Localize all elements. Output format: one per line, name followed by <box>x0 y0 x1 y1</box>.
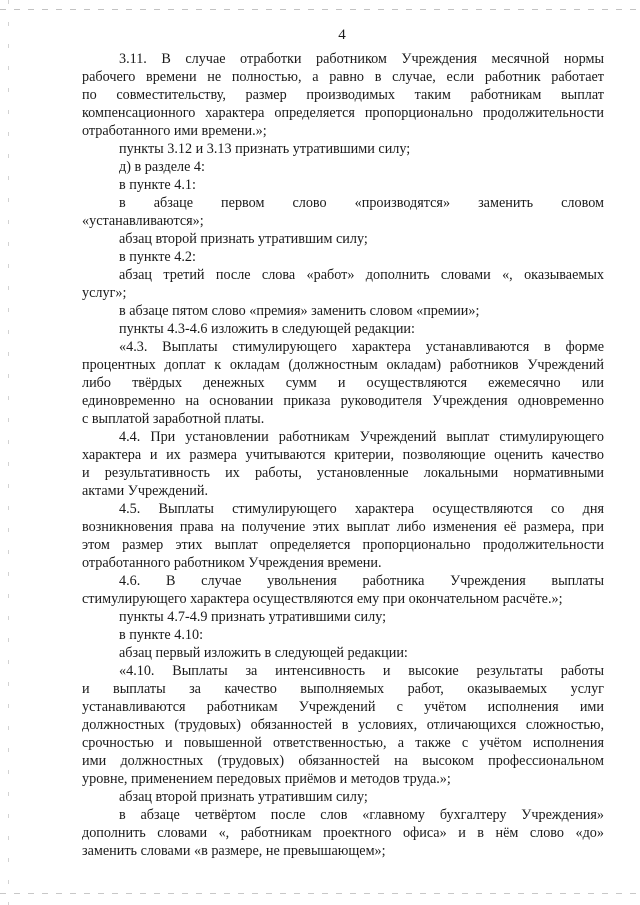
text-line: и выплаты за качество выполняемых работ, оказываемых услуг <box>82 681 604 697</box>
text-line: 4.4. При установлении работникам Учреждений выплат стимулирующего <box>119 429 604 445</box>
text-line: единовременно на основании приказа руководителя Учреждения одновременно <box>82 393 604 409</box>
scan-edge-left <box>8 0 9 905</box>
text-line: 3.11. В случае отработки работником Учреждения месячной нормы <box>119 51 604 67</box>
text-line: с выплатой заработной платы. <box>82 411 265 427</box>
text-line: срочностью и повышенной ответственностью, а также с учётом исполнения <box>82 735 604 751</box>
text-line: устанавливаются работникам Учреждений с учётом исполнения ими <box>82 699 604 715</box>
text-line: «4.10. Выплаты за интенсивность и высокие результаты работы <box>119 663 604 679</box>
text-line: актами Учреждений. <box>82 483 209 499</box>
document-body <box>82 50 604 860</box>
text-line: 4.5. Выплаты стимулирующего характера осуществляются со дня <box>119 501 604 517</box>
text-line: пункты 4.3-4.6 изложить в следующей редакции: <box>119 321 415 337</box>
text-line: дополнить словами «, работникам проектного офиса» и в нём слово «до» <box>82 825 604 841</box>
text-line: пункты 4.7-4.9 признать утратившими силу; <box>119 609 387 625</box>
text-line: уровне, применением передовых приёмов и методов труда.»; <box>82 771 451 787</box>
text-line: абзац третий после слова «работ» дополнить словами «, оказываемых <box>119 267 604 283</box>
text-line: пункты 3.12 и 3.13 признать утратившими силу; <box>119 141 411 157</box>
text-line: по совместительству, размер производимых таким работникам выплат <box>82 87 604 103</box>
page-number: 4 <box>338 27 346 43</box>
scan-edge-bottom <box>0 893 640 894</box>
text-line: стимулирующего характера осуществляются ему при окончательном расчёте.»; <box>82 591 563 607</box>
text-line: в пункте 4.2: <box>119 249 196 265</box>
text-line: характера и их размера учитываются критерии, позволяющие оценить качество <box>82 447 604 463</box>
text-line: возникновения права на получение этих выплат либо изменения её размера, при <box>82 519 604 535</box>
scan-edge-top <box>0 9 640 10</box>
text-line: в пункте 4.10: <box>119 627 204 643</box>
text-line: отработанного работником Учреждения времени. <box>82 555 382 571</box>
text-line: в пункте 4.1: <box>119 177 196 193</box>
text-line: в абзаце четвёртом после слов «главному бухгалтеру Учреждения» <box>119 807 604 823</box>
text-line: ими должностных (трудовых) обязанностей на высоком профессиональном <box>82 753 604 769</box>
text-line: должностных (трудовых) обязанностей в условиях, отличающихся сложностью, <box>82 717 604 733</box>
text-line: отработанного ими времени.»; <box>82 123 267 139</box>
text-line: абзац второй признать утратившим силу; <box>119 231 368 247</box>
text-line: 4.6. В случае увольнения работника Учреждения выплаты <box>119 573 604 589</box>
text-line: в абзаце первом слово «производятся» заменить словом <box>119 195 604 211</box>
text-line: «устанавливаются»; <box>82 213 204 229</box>
text-line: либо твёрдых денежных сумм и осуществляются ежемесячно или <box>82 375 604 391</box>
text-line: рабочего времени не полностью, а равно в случае, если работник работает <box>82 69 604 85</box>
text-line: в абзаце пятом слово «премия» заменить словом «премии»; <box>119 303 480 319</box>
text-line: услуг»; <box>82 285 127 301</box>
text-line: «4.3. Выплаты стимулирующего характера устанавливаются в форме <box>119 339 604 355</box>
text-line: и результативность их работы, установленные локальными нормативными <box>82 465 604 481</box>
text-line: заменить словами «в размере, не превышающем»; <box>82 843 386 859</box>
text-line: д) в разделе 4: <box>119 159 205 175</box>
text-line: компенсационного характера определяется пропорционально продолжительности <box>82 105 604 121</box>
text-line: абзац второй признать утратившим силу; <box>119 789 368 805</box>
text-line: абзац первый изложить в следующей редакции: <box>119 645 408 661</box>
text-line: процентных доплат к окладам (должностным окладам) работников Учреждений <box>82 357 604 373</box>
text-line: этом размер этих выплат определяется пропорционально продолжительности <box>82 537 604 553</box>
